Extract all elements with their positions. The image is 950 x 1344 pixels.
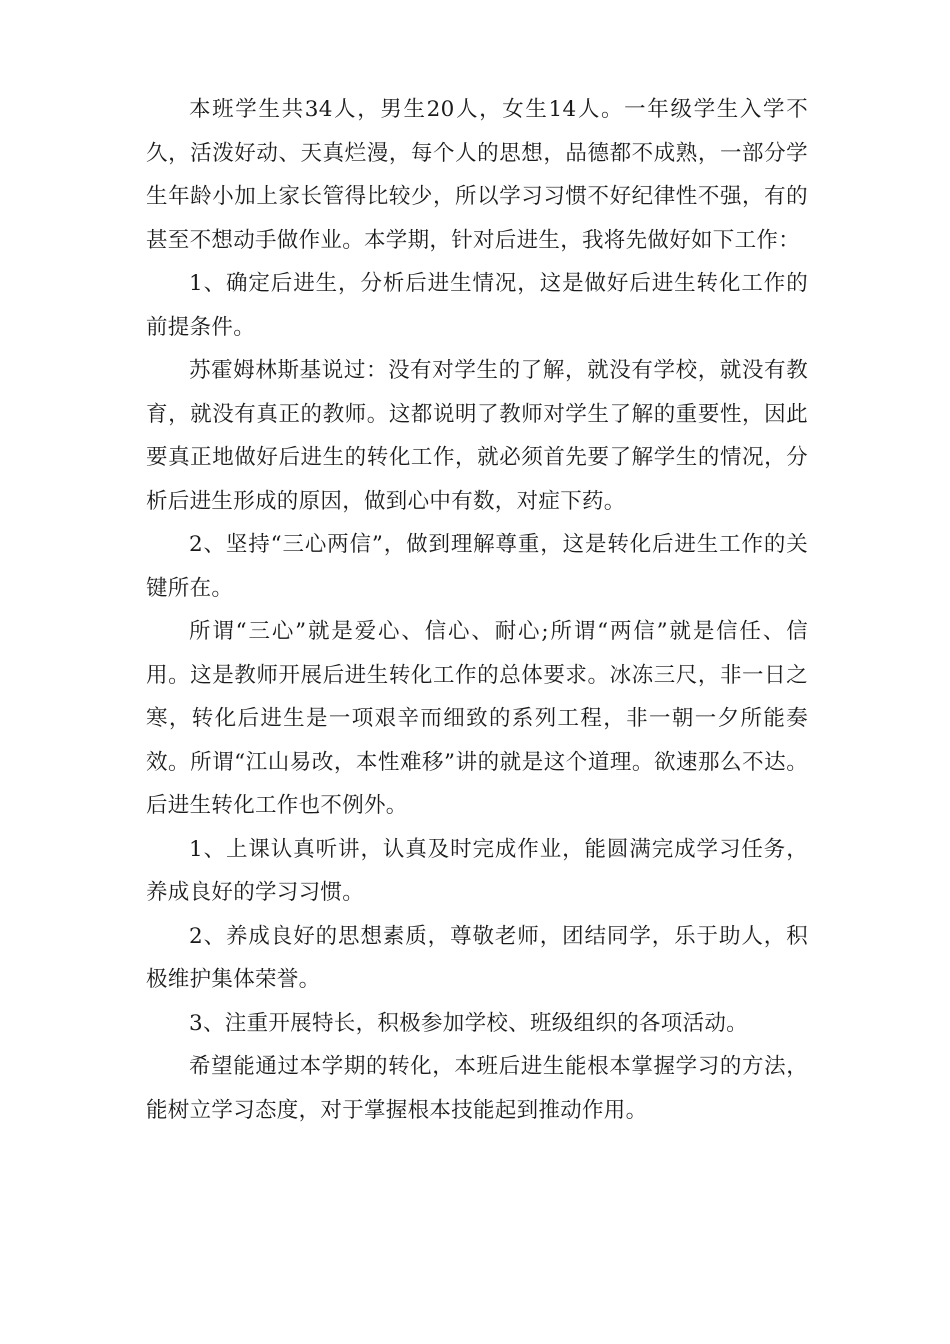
paragraph-three-hearts-explained: 所谓“三心”就是爱心、信心、耐心;所谓“两信”就是信任、信用。这是教师开展后进生转化工作的总体要求。冰冻三尺，非一日之寒，转化后进生是一项艰辛而细致的系列工程，非一朝一夕所能奏效。所谓“江山易改，本性难移”讲的就是这个道理。欲速那么不达。后进生转化工作也不例外。 <box>146 619 808 818</box>
paragraph-point-1-identify: 1、确定后进生，分析后进生情况，这是做好后进生转化工作的前提条件。 <box>146 271 808 340</box>
paragraph-sukhomlinsky-quote: 苏霍姆林斯基说过：没有对学生的了解，就没有学校，就没有教育，就没有真正的教师。这都说明了教师对学生了解的重要性，因此要真正地做好后进生的转化工作，就必须首先要了解学生的情况，分析后进生形成的原因，做到心中有数，对症下药。 <box>146 358 808 514</box>
paragraph-goal-2-character: 2、养成良好的思想素质，尊敬老师，团结同学，乐于助人，积极维护集体荣誉。 <box>146 923 808 992</box>
paragraph-class-overview: 本班学生共34人，男生20人，女生14人。一年级学生入学不久，活泼好动、天真烂漫，每个人的思想，品德都不成熟，一部分学生年龄小加上家长管得比较少，所以学习习惯不好纪律性不强，有的甚至不想动手做作业。本学期，针对后进生，我将先做好如下工作： <box>146 97 808 253</box>
paragraph-hope: 希望能通过本学期的转化，本班后进生能根本掌握学习的方法，能树立学习态度，对于掌握根本技能起到推动作用。 <box>146 1054 808 1123</box>
paragraph-goal-3-activities: 3、注重开展特长，积极参加学校、班级组织的各项活动。 <box>189 1010 748 1036</box>
paragraph-goal-1-study: 1、上课认真听讲，认真及时完成作业，能圆满完成学习任务，养成良好的学习习惯。 <box>146 836 808 905</box>
paragraph-point-2-three-hearts: 2、坚持“三心两信”，做到理解尊重，这是转化后进生工作的关键所在。 <box>146 532 808 601</box>
